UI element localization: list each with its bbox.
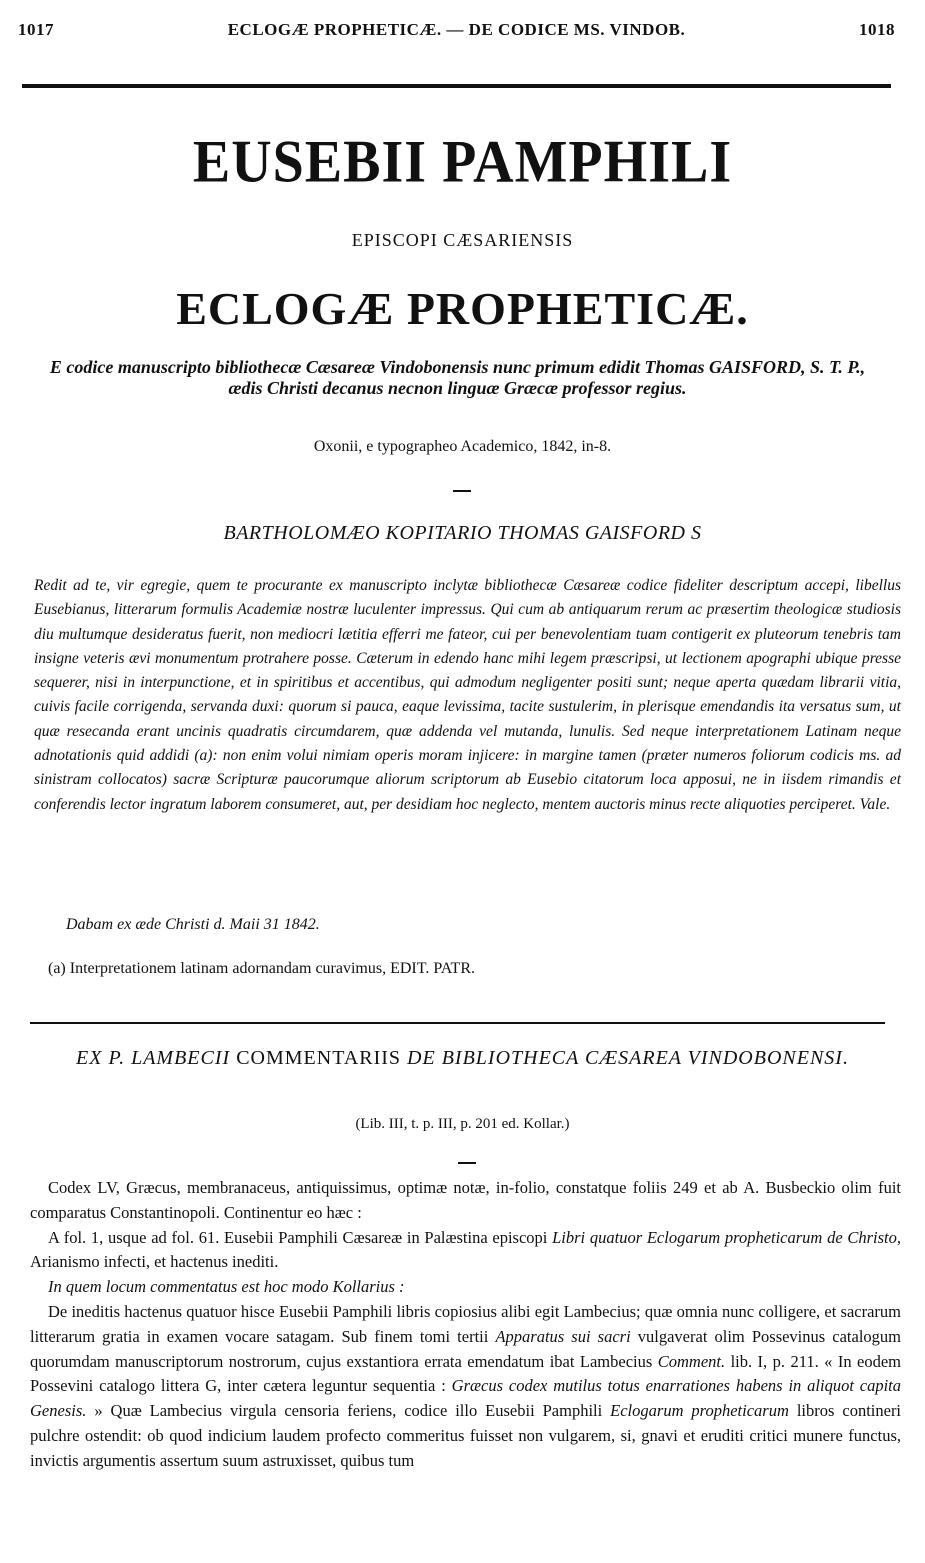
subtitle: EPISCOPI CÆSARIENSIS — [351, 230, 574, 250]
paragraph: Codex LV, Græcus, membranaceus, antiquissimus, optimæ notæ, in-folio, constatque foliis 249 et ab A. Busbeckio olim fuit comparatus Constantinopoli. Continentur eo hæc : — [30, 1178, 901, 1222]
dedication-heading: BARTHOLOMÆO KOPITARIO THOMAS GAISFORD S — [223, 522, 702, 544]
header-rule — [22, 84, 891, 88]
paragraph: In quem locum commentatus est hoc modo Kollarius : — [48, 1277, 405, 1297]
section-rule — [30, 1022, 885, 1024]
letter-date: Dabam ex æde Christi d. Maii 31 1842. — [66, 916, 320, 933]
text-run: Comment. — [657, 1351, 726, 1371]
section-heading-part: COMMENTARIIS — [236, 1047, 402, 1069]
text-run: vulgaverat olim Possevinus catalogum quorumdam manuscriptorum nostrorum, cujus exstantiora errata emendatum ibat Lambecius — [30, 1326, 902, 1371]
work-title: ECLOGÆ PROPHETICÆ. — [176, 283, 749, 334]
imprint: Oxonii, e typographeo Academico, 1842, in-8. — [313, 438, 612, 455]
edition-note: E codice manuscripto bibliothecæ Cæsareæ Vindobonensis nunc primum edidit Thomas GAISFORD, S. T. P., ædis Christi decanus necnon linguæ Græcæ professor regius. — [49, 357, 866, 398]
main-title: EUSEBII PAMPHILI — [192, 128, 733, 196]
page-number-left: 1017 — [18, 20, 54, 39]
section-heading-part: DE BIBLIOTHECA CÆSAREA VINDOBONENSI. — [407, 1047, 849, 1069]
running-head — [18, 14, 895, 44]
text-run: lib. I, p. 211. « In eodem Possevini catalogo littera G, inter cætera leguntur sequentia : — [30, 1351, 902, 1396]
footnote: (a) Interpretationem latinam adornandam curavimus, EDIT. PATR. — [48, 960, 475, 977]
running-title: ECLOGÆ PROPHETICÆ. — DE CODICE MS. VINDOB. — [227, 20, 686, 39]
page-number-right: 1018 — [859, 20, 895, 39]
text-run: De ineditis hactenus quatuor hisce Eusebii Pamphili libris copiosius alibi egit Lambecius; quæ omnia nunc colligere, et sacrarum litterarum gratia in examen vocare satagam. Sub finem tomi tertii — [30, 1301, 901, 1346]
text-run: Arianismo infecti, et hactenus inediti. — [30, 1252, 279, 1272]
text-run: Libri quatuor Eclogarum propheticarum de Christo, — [552, 1227, 902, 1247]
section-body — [30, 1176, 901, 1474]
paragraph — [30, 1226, 901, 1276]
text-run: Apparatus sui sacri — [495, 1326, 631, 1346]
text-run: » Quæ Lambecius virgula censoria feriens, codice illo Eusebii Pamphili — [94, 1401, 603, 1421]
section-reference: (Lib. III, t. p. III, p. 201 ed. Kollar.) — [355, 1116, 570, 1132]
paragraph — [30, 1300, 901, 1474]
section-heading-part: EX P. LAMBECII — [76, 1047, 231, 1069]
text-run: A fol. 1, usque ad fol. 61. Eusebii Pamphili Cæsareæ in Palæstina episcopi — [48, 1227, 548, 1247]
divider-dash — [458, 1162, 476, 1164]
divider-dash — [453, 490, 471, 492]
text-run: libros contineri pulchre ostendit: ob quod indicium laudem profecto commeritus fuisset non vulgarem, si, gnavi et eruditi critici munere functus, invictis argumentis assertum suum astruxisset, quibus tum — [30, 1401, 902, 1470]
section-heading — [40, 1048, 885, 1069]
text-run: Eclogarum propheticarum — [610, 1401, 789, 1421]
text-run: Græcus codex mutilus totus enarrationes habens in aliquot capita Genesis. — [30, 1376, 902, 1421]
dedication-letter: Redit ad te, vir egregie, quem te procurante ex manuscripto inclytæ bibliothecæ Cæsareæ codice fideliter descriptum accepi, libellus Eusebianus, litterarum formulis Academiæ nostræ luculenter impressus. Qui cum ab antiquarum rerum ac præsertim theologicæ studiosis diu multumque desideratus fuerit, non mediocri lætitia efferri me fateor, cui per benevolentiam tuam contigerit ex pluteorum tenebris tam insigne veteris ævi monumentum protrahere posse. Cæterum in edendo hanc mihi legem præscripsi, ut lectionem apographi ubique presse sequerer, nisi in interpunctione, et in spiritibus et accentibus, qui admodum negligenter positi sunt; neque aperta quædam librarii vitia, cuivis facile corrigenda, servanda duxi: quorum si pauca, eaque levissima, tacite sustulerim, in plerisque emendandis ita versatus sum, ut quæ resecanda erant uncinis quadratis circumdarem, quæ addenda vel mutanda, lunulis. Sed neque interpretationem Latinam neque adnotationis quid addidi (a): non enim volui nimiam operis moram injicere: in margine tamen (præter numeros foliorum codicis ms. ad sinistram collocatos) sacræ Scripturæ paucorumque aliorum scriptorum ab Eusebio citatorum loca apposui, ne in iisdem rimandis et conferendis lector ingratum laborem consumeret, aut, per desidiam hoc neglecto, mentem auctoris minus recte aliquoties perciperet. Vale. — [34, 577, 901, 813]
